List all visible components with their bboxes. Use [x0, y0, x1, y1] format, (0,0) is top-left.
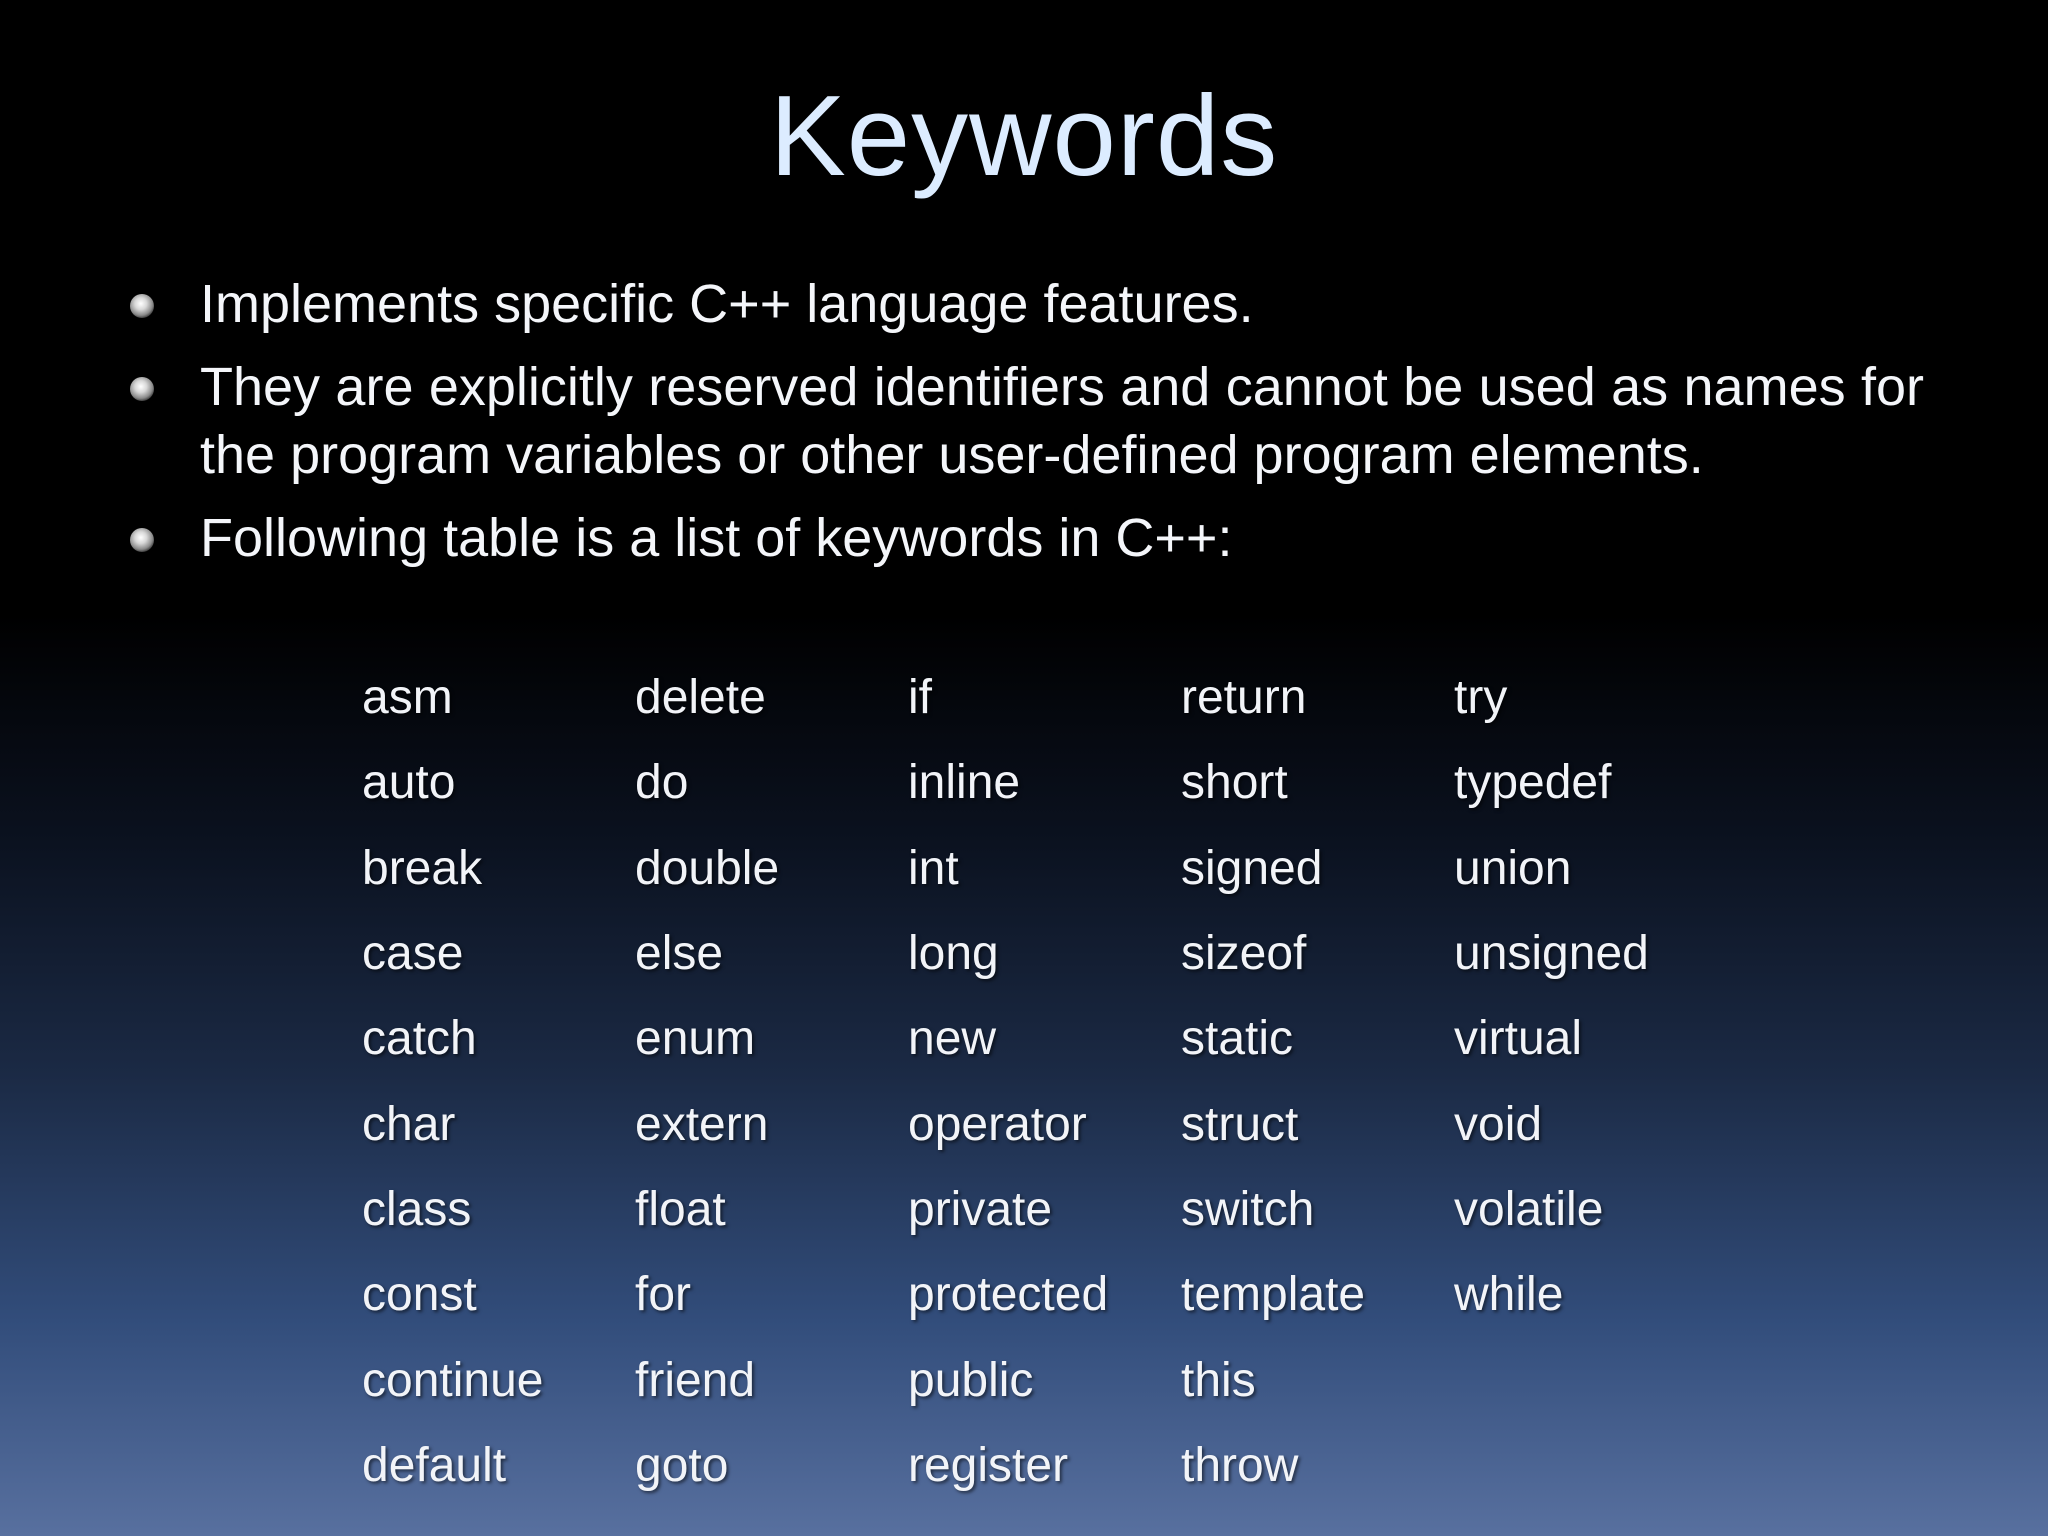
table-row — [362, 1081, 1727, 1166]
bullet-item — [200, 504, 1924, 572]
keyword-cell: long — [908, 927, 999, 981]
keyword-cell: for — [635, 1268, 692, 1322]
keyword-cell: struct — [1181, 1097, 1299, 1151]
keyword-cell: private — [908, 1182, 1053, 1236]
keyword-cell: enum — [635, 1012, 756, 1066]
keyword-cell: char — [362, 1097, 456, 1151]
slide-title: Keywords — [769, 73, 1279, 200]
keyword-cell: operator — [908, 1097, 1087, 1151]
keyword-cell: friend — [635, 1353, 756, 1407]
bullet-item — [200, 353, 1924, 489]
keyword-cell: switch — [1181, 1182, 1315, 1236]
keyword-cell: union — [1454, 841, 1572, 895]
keyword-cell: case — [362, 927, 464, 981]
keyword-cell: extern — [635, 1097, 769, 1151]
keyword-cell — [1454, 1423, 1727, 1508]
bullet-list — [200, 270, 1924, 587]
keyword-cell: auto — [362, 756, 456, 810]
keyword-cell: register — [908, 1438, 1069, 1492]
keyword-cell — [1454, 1337, 1727, 1422]
table-row — [362, 1252, 1727, 1337]
keyword-cell: short — [1181, 756, 1288, 810]
table-row — [362, 1423, 1727, 1508]
table-row — [362, 1167, 1727, 1252]
keyword-cell: class — [362, 1182, 472, 1236]
keyword-cell: continue — [362, 1353, 544, 1407]
keyword-cell: typedef — [1454, 756, 1612, 810]
keyword-cell: do — [635, 756, 689, 810]
keyword-cell: return — [1181, 671, 1307, 725]
bullet-item — [200, 270, 1924, 338]
keyword-cell: break — [362, 841, 483, 895]
bullet-dot-icon — [130, 528, 154, 552]
keyword-cell: double — [635, 841, 780, 895]
keyword-cell: new — [908, 1012, 997, 1066]
keyword-cell: virtual — [1454, 1012, 1583, 1066]
keyword-cell: this — [1181, 1353, 1256, 1407]
keyword-cell: goto — [635, 1438, 729, 1492]
table-row — [362, 655, 1727, 740]
keyword-cell: protected — [908, 1268, 1109, 1322]
keyword-cell: unsigned — [1454, 927, 1649, 981]
keyword-cell: throw — [1181, 1438, 1299, 1492]
table-row — [362, 826, 1727, 911]
keyword-cell: sizeof — [1181, 927, 1307, 981]
keyword-cell: static — [1181, 1012, 1294, 1066]
keyword-cell: delete — [635, 671, 766, 725]
table-row — [362, 740, 1727, 825]
keywords-table — [362, 655, 1727, 1508]
keyword-cell: void — [1454, 1097, 1543, 1151]
bullet-text: Implements specific C++ language features. — [200, 274, 1254, 334]
keyword-cell: public — [908, 1353, 1034, 1407]
keyword-cell: template — [1181, 1268, 1366, 1322]
keyword-cell: asm — [362, 671, 453, 725]
keyword-cell: inline — [908, 756, 1021, 810]
keyword-cell: int — [908, 841, 959, 895]
keyword-cell: volatile — [1454, 1182, 1604, 1236]
bullet-text: They are explicitly reserved identifiers and cannot be used as names for the program variables or other user-defined program elements. — [200, 357, 1924, 485]
keyword-cell: signed — [1181, 841, 1323, 895]
keyword-cell: else — [635, 927, 724, 981]
keyword-cell: float — [635, 1182, 726, 1236]
table-row — [362, 996, 1727, 1081]
bullet-dot-icon — [130, 294, 154, 318]
table-row — [362, 1337, 1727, 1422]
keyword-cell: while — [1454, 1268, 1564, 1322]
bullet-dot-icon — [130, 377, 154, 401]
bullet-text: Following table is a list of keywords in C++: — [200, 508, 1233, 568]
table-row — [362, 911, 1727, 996]
keyword-cell: try — [1454, 671, 1508, 725]
keyword-cell: if — [908, 671, 932, 725]
keyword-cell: default — [362, 1438, 507, 1492]
keyword-cell: const — [362, 1268, 477, 1322]
keyword-cell: catch — [362, 1012, 477, 1066]
